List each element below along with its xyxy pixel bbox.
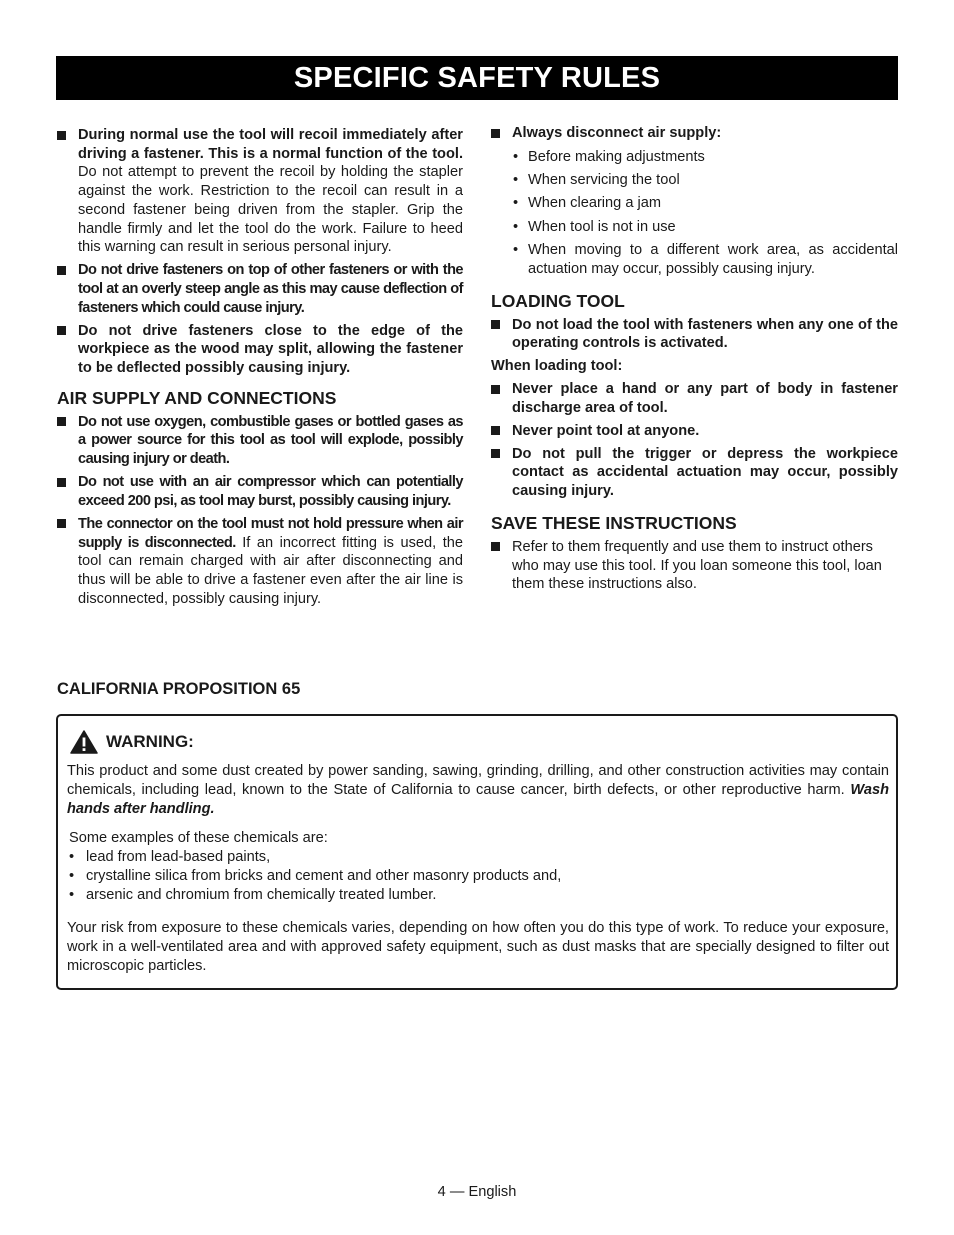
square-bullet-icon — [57, 131, 66, 140]
list-item: • lead from lead-based paints, — [69, 849, 271, 865]
rule-text: If an incorrect fitting is used, the tool can remain charged with air after disconnecting and thus will be able to drive a fastener even after the air line is disconnected, possibly causing injury. — [78, 534, 463, 607]
wash-hands-emphasis: Wash hands after handling. — [67, 782, 889, 817]
list-item: • arsenic and chromium from chemically treated lumber. — [69, 887, 437, 903]
list-item: Do not load the tool with fasteners when any one of the operating controls is activated. — [491, 316, 898, 353]
california-prop-65-heading: CALIFORNIA PROPOSITION 65 — [57, 680, 301, 698]
rule-bold-text: Do not drive fasteners close to the edge of the workpiece as the wood may split, allowing the fastener to be deflected possibly causing injury. — [78, 322, 463, 377]
square-bullet-icon — [491, 129, 500, 138]
page-footer: 4 — English — [437, 1184, 517, 1200]
list-item: Do not pull the trigger or depress the workpiece contact as accidental actuation may occur, possibly causing injury. — [491, 445, 898, 501]
disconnect-heading: Always disconnect air supply: — [512, 125, 722, 141]
dot-bullet-icon: • — [69, 868, 75, 884]
rule-bold-text: Do not use oxygen, combustible gases or bottled gases as a power source for this tool as tool will explode, possibly causing injury or death. — [78, 413, 463, 468]
square-bullet-icon — [57, 519, 66, 528]
rule-text: Do not attempt to prevent the recoil by holding the stapler against the work. Restriction to the recoil can result in a second fastener being driven from the stapler. Grip the handle firmly and let the tool do the work. Failure to heed this warning can result in serious personal injury. — [78, 164, 463, 256]
examples-intro: Some examples of these chemicals are: — [69, 830, 328, 846]
list-item — [57, 413, 463, 469]
chemical-examples — [69, 829, 891, 905]
when-loading-label: When loading tool: — [491, 358, 623, 375]
list-item — [57, 515, 463, 609]
list-item: Never place a hand or any part of body in fastener discharge area of tool. — [491, 380, 898, 417]
warning-label: WARNING: — [106, 732, 194, 751]
dot-bullet-icon: • — [513, 218, 519, 235]
right-column — [491, 124, 898, 598]
square-bullet-icon — [57, 266, 66, 275]
loading-tool-heading: LOADING TOOL — [491, 290, 625, 311]
list-item — [57, 126, 463, 257]
list-item — [57, 261, 463, 317]
save-instructions-heading: SAVE THESE INSTRUCTIONS — [491, 512, 737, 533]
warning-title — [70, 730, 194, 754]
page-title: SPECIFIC SAFETY RULES — [56, 56, 898, 100]
dot-bullet-icon: • — [69, 849, 75, 865]
sub-list-item: • Before making adjustments — [513, 148, 705, 165]
dot-bullet-icon: • — [513, 172, 519, 189]
warning-box — [56, 714, 898, 990]
sub-list-item: • When servicing the tool — [513, 172, 680, 189]
square-bullet-icon — [491, 385, 500, 394]
list-item: Never point tool at anyone. — [491, 422, 898, 441]
list-item — [57, 322, 463, 378]
rule-bold-text: Do not use with an air compressor which can potentially exceed 200 psi, as tool may burst, possibly causing injury. — [78, 474, 463, 509]
rule-bold-text: Do not drive fasteners on top of other fasteners or with the tool at an overly steep angle as this may cause deflection of fasteners which could cause injury. — [78, 262, 463, 316]
air-supply-heading: AIR SUPPLY AND CONNECTIONS — [57, 387, 337, 408]
sub-list-item: • When clearing a jam — [513, 195, 662, 212]
dot-bullet-icon: • — [513, 242, 519, 259]
square-bullet-icon — [491, 449, 500, 458]
square-bullet-icon — [491, 542, 500, 551]
list-item — [57, 473, 463, 510]
square-bullet-icon — [491, 320, 500, 329]
square-bullet-icon — [57, 478, 66, 487]
warning-triangle-icon — [70, 730, 98, 754]
list-item: • crystalline silica from bricks and cement and other masonry products and, — [69, 868, 562, 884]
exposure-paragraph: Your risk from exposure to these chemicals varies, depending on how often you do this type of work. To reduce your exposure, work in a well-ventilated area and with approved safety equipment, such as dust masks that are specially designed to filter out microscopic particles. — [67, 920, 889, 974]
sub-list-item: • When moving to a different work area, as accidental actuation may occur, possibly causing injury. — [513, 242, 898, 277]
square-bullet-icon — [57, 326, 66, 335]
sub-list-item: • When tool is not in use — [513, 218, 676, 235]
dot-bullet-icon: • — [513, 148, 519, 165]
list-item: Refer to them frequently and use them to instruct others who may use this tool. If you loan someone this tool, loan them these instructions also. — [491, 538, 898, 594]
left-column — [57, 126, 463, 613]
rule-bold-text: During normal use the tool will recoil immediately after driving a fastener. This is a normal function of the tool. — [78, 127, 463, 162]
square-bullet-icon — [491, 426, 500, 435]
dot-bullet-icon: • — [513, 195, 519, 212]
dot-bullet-icon: • — [69, 887, 75, 903]
list-item — [491, 124, 898, 143]
rule-bold-text: The connector on the tool must not hold pressure when air supply is disconnected. — [78, 515, 463, 551]
warning-paragraph: This product and some dust created by power sanding, sawing, grinding, drilling, and other construction activities may contain chemicals, including lead, known to the State of California to cause cancer, birth defects, or other reproductive harm. Wash hands after handling. — [67, 763, 889, 817]
square-bullet-icon — [57, 417, 66, 426]
